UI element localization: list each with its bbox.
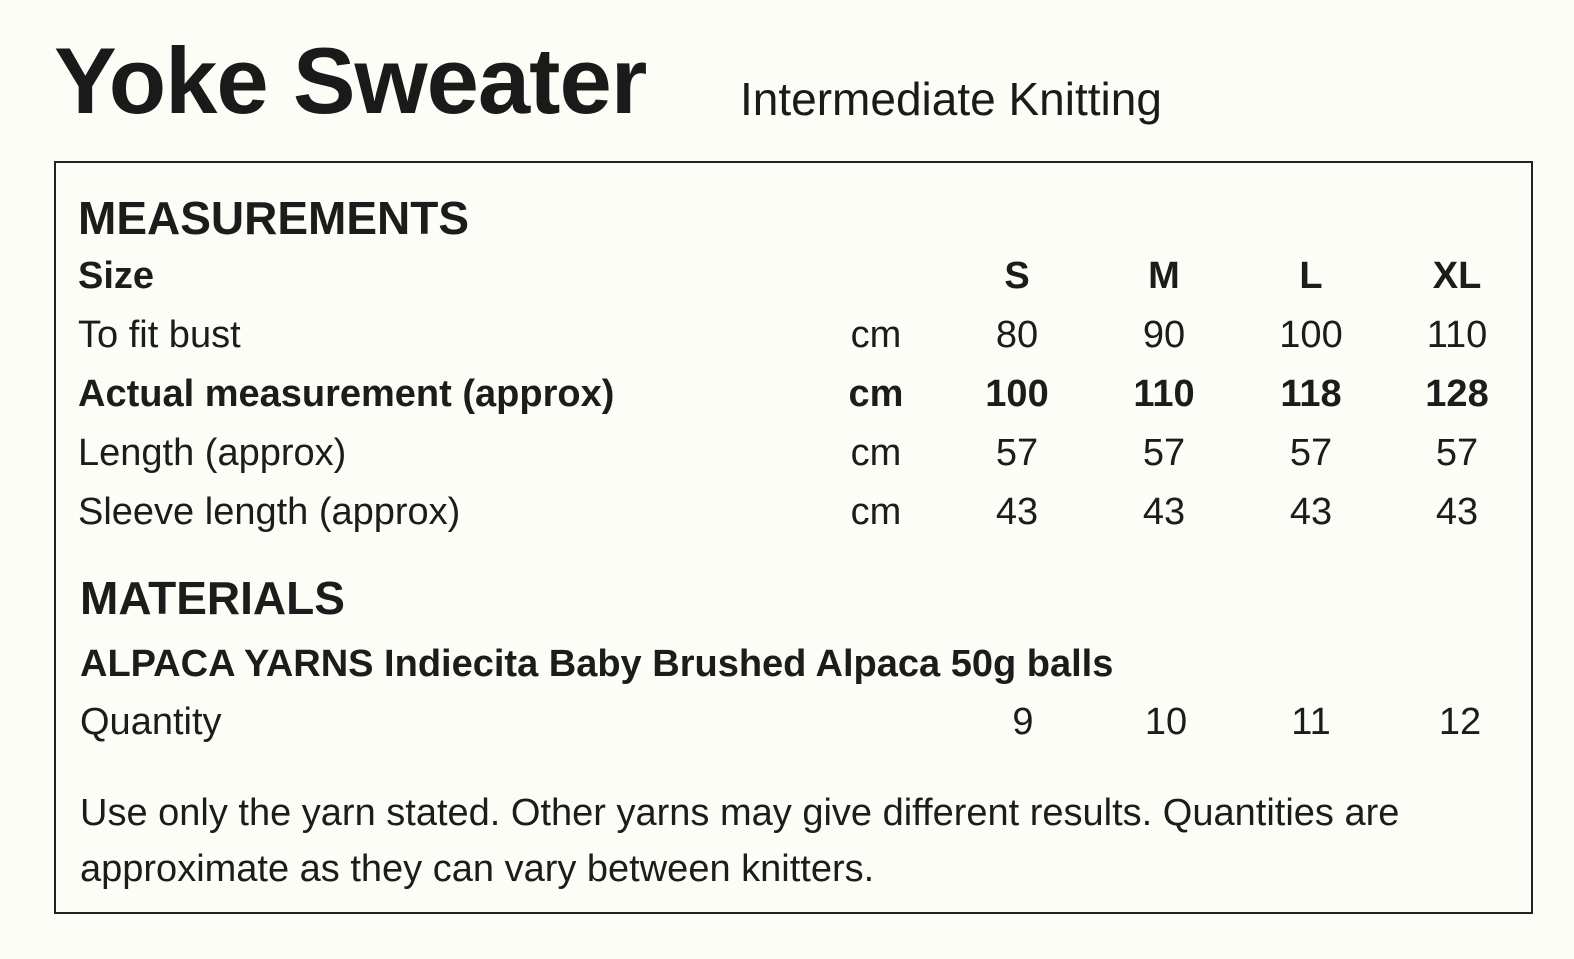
row-value-s: 43: [995, 491, 1039, 533]
yarn-description: ALPACA YARNS Indiecita Baby Brushed Alpaca 50g balls: [80, 643, 1114, 685]
row-value-s: 80: [995, 314, 1039, 356]
quantity-xl: 12: [1438, 701, 1482, 743]
to-fit-bust-row: [56, 310, 1535, 360]
actual-measurement-row: [56, 369, 1535, 419]
row-label: Length (approx): [78, 432, 347, 474]
row-value-l: 57: [1289, 432, 1333, 474]
row-label: Actual measurement (approx): [78, 373, 615, 415]
quantity-m: 10: [1144, 701, 1188, 743]
row-value-l: 118: [1280, 373, 1342, 415]
quantity-l: 11: [1291, 701, 1331, 743]
materials-heading: MATERIALS: [80, 572, 345, 624]
sleeve-length-row: [56, 487, 1535, 537]
row-value-s: 57: [995, 432, 1039, 474]
size-l: L: [1299, 255, 1323, 297]
row-value-s: 100: [985, 373, 1049, 415]
row-value-l: 43: [1289, 491, 1333, 533]
size-row: [56, 251, 1535, 301]
row-label: To fit bust: [78, 314, 241, 356]
quantity-s: 9: [1012, 701, 1034, 743]
page-title: Yoke Sweater: [54, 28, 647, 133]
row-unit: cm: [848, 373, 904, 415]
row-value-m: 43: [1142, 491, 1186, 533]
row-label: Sleeve length (approx): [78, 491, 461, 533]
measurements-heading: MEASUREMENTS: [78, 192, 470, 244]
pattern-info-box: [54, 161, 1533, 914]
quantity-label: Quantity: [80, 701, 222, 743]
row-value-l: 100: [1279, 314, 1343, 356]
page-subtitle: Intermediate Knitting: [740, 73, 1162, 125]
row-value-m: 110: [1133, 373, 1195, 415]
row-unit: cm: [850, 491, 902, 533]
row-unit: cm: [850, 432, 902, 474]
row-value-xl: 128: [1425, 373, 1489, 415]
length-row: [56, 428, 1535, 478]
yarn-note: Use only the yarn stated. Other yarns may give different results. Quantities are approximate as they can vary between knitters.: [80, 792, 1400, 890]
row-unit: cm: [850, 314, 902, 356]
row-value-xl: 110: [1426, 314, 1488, 356]
row-value-m: 90: [1142, 314, 1186, 356]
size-s: S: [1004, 255, 1030, 297]
row-value-xl: 43: [1435, 491, 1479, 533]
size-label: Size: [78, 255, 155, 297]
size-m: M: [1148, 255, 1180, 297]
row-value-xl: 57: [1435, 432, 1479, 474]
row-value-m: 57: [1142, 432, 1186, 474]
quantity-row: [56, 697, 1535, 747]
size-xl: XL: [1432, 255, 1482, 297]
